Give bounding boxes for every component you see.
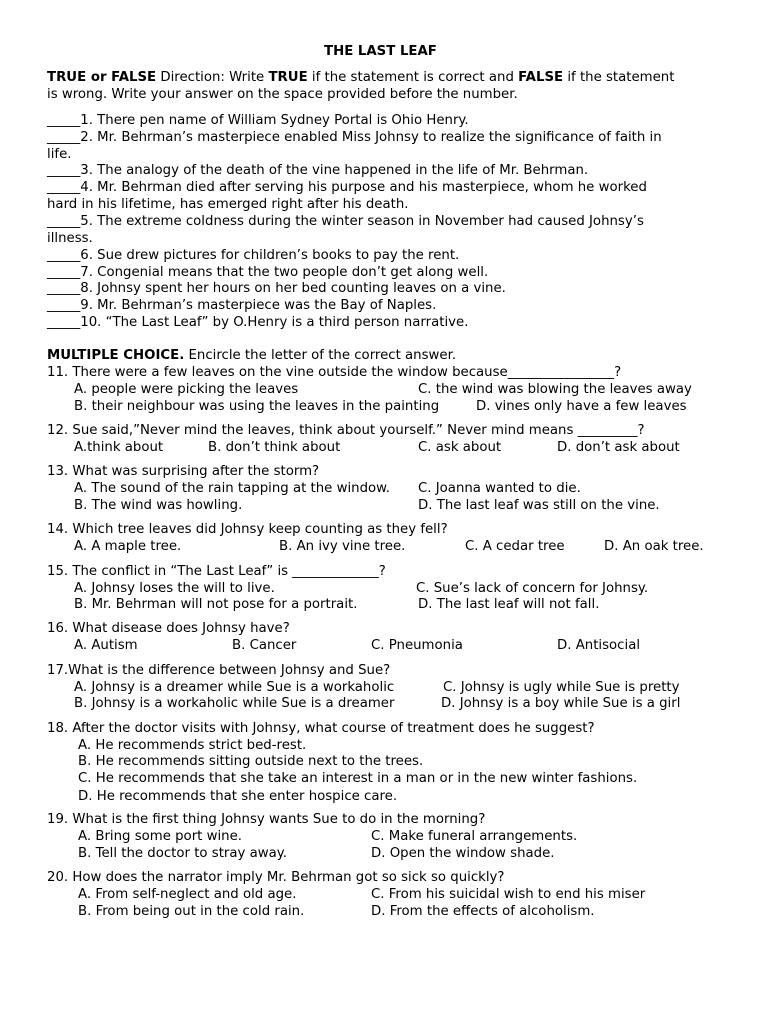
tf-item: _____8. Johnsy spent her hours on her bed counting leaves on a vine. xyxy=(47,281,506,296)
choice-14b[interactable]: B. An ivy vine tree. xyxy=(279,539,406,554)
choice-12c[interactable]: C. ask about xyxy=(418,440,502,455)
choice-13b[interactable]: B. The wind was howling. xyxy=(74,498,243,513)
choice-17a[interactable]: A. Johnsy is a dreamer while Sue is a workaholic xyxy=(74,680,395,695)
choice-15b[interactable]: B. Mr. Behrman will not pose for a portrait. xyxy=(74,597,358,612)
question-12: 12. Sue said,”Never mind the leaves, think about yourself.” Never mind means _________? xyxy=(47,423,645,438)
question-13: 13. What was surprising after the storm? xyxy=(47,464,320,479)
choice-15c[interactable]: C. Sue’s lack of concern for Johnsy. xyxy=(416,581,649,596)
tf-direction-text3: if the statement xyxy=(563,70,675,85)
tf-item-cont: illness. xyxy=(47,231,93,246)
tf-item: _____1. There pen name of William Sydney Portal is Ohio Henry. xyxy=(47,113,469,128)
true-label: TRUE xyxy=(268,70,308,85)
tf-item: _____5. The extreme coldness during the winter season in November had caused Johnsy’s xyxy=(47,214,644,229)
tf-label: TRUE or FALSE xyxy=(47,70,157,85)
choice-16d[interactable]: D. Antisocial xyxy=(557,638,641,653)
choice-20d[interactable]: D. From the effects of alcoholism. xyxy=(371,904,595,919)
tf-direction-text1: Direction: Write xyxy=(156,70,269,85)
choice-20a[interactable]: A. From self-neglect and old age. xyxy=(78,887,297,902)
choice-15d[interactable]: D. The last leaf will not fall. xyxy=(418,597,600,612)
choice-13c[interactable]: C. Joanna wanted to die. xyxy=(418,481,581,496)
choice-17b[interactable]: B. Johnsy is a workaholic while Sue is a dreamer xyxy=(74,696,395,711)
choice-16b[interactable]: B. Cancer xyxy=(232,638,297,653)
tf-direction-line1 xyxy=(47,70,674,86)
tf-item: _____2. Mr. Behrman’s masterpiece enabled Miss Johnsy to realize the significance of faith in xyxy=(47,130,662,145)
tf-direction-text2: if the statement is correct and xyxy=(307,70,519,85)
tf-item: _____3. The analogy of the death of the vine happened in the life of Mr. Behrman. xyxy=(47,163,589,178)
tf-item-cont: life. xyxy=(47,147,72,162)
mc-label: MULTIPLE CHOICE. xyxy=(47,348,185,363)
mc-direction-text: Encircle the letter of the correct answer. xyxy=(184,348,457,363)
tf-item: _____4. Mr. Behrman died after serving his purpose and his masterpiece, whom he worked xyxy=(47,180,647,195)
choice-17c[interactable]: C. Johnsy is ugly while Sue is pretty xyxy=(443,680,680,695)
choice-18c[interactable]: C. He recommends that she take an interest in a man or in the new winter fashions. xyxy=(78,771,638,786)
choice-20b[interactable]: B. From being out in the cold rain. xyxy=(78,904,305,919)
question-16: 16. What disease does Johnsy have? xyxy=(47,621,290,636)
choice-14a[interactable]: A. A maple tree. xyxy=(74,539,182,554)
tf-direction-line2: is wrong. Write your answer on the space provided before the number. xyxy=(47,87,518,102)
choice-16a[interactable]: A. Autism xyxy=(74,638,138,653)
question-11: 11. There were a few leaves on the vine outside the window because________________? xyxy=(47,365,622,380)
question-14: 14. Which tree leaves did Johnsy keep counting as they fell? xyxy=(47,522,448,537)
choice-17d[interactable]: D. Johnsy is a boy while Sue is a girl xyxy=(441,696,681,711)
choice-11a[interactable]: A. people were picking the leaves xyxy=(74,382,299,397)
tf-item: _____10. “The Last Leaf” by O.Henry is a third person narrative. xyxy=(47,315,469,330)
choice-14c[interactable]: C. A cedar tree xyxy=(465,539,565,554)
choice-14d[interactable]: D. An oak tree. xyxy=(604,539,704,554)
choice-18d[interactable]: D. He recommends that she enter hospice care. xyxy=(78,789,398,804)
question-20: 20. How does the narrator imply Mr. Behrman got so sick so quickly? xyxy=(47,870,505,885)
choice-16c[interactable]: C. Pneumonia xyxy=(371,638,463,653)
choice-11c[interactable]: C. the wind was blowing the leaves away xyxy=(418,382,692,397)
choice-11b[interactable]: B. their neighbour was using the leaves in the painting xyxy=(74,399,440,414)
choice-18b[interactable]: B. He recommends sitting outside next to the trees. xyxy=(78,754,424,769)
choice-19a[interactable]: A. Bring some port wine. xyxy=(78,829,243,844)
choice-19d[interactable]: D. Open the window shade. xyxy=(371,846,555,861)
question-18: 18. After the doctor visits with Johnsy, what course of treatment does he suggest? xyxy=(47,721,595,736)
question-17: 17.What is the difference between Johnsy and Sue? xyxy=(47,663,391,678)
choice-12b[interactable]: B. don’t think about xyxy=(208,440,341,455)
question-19: 19. What is the first thing Johnsy wants Sue to do in the morning? xyxy=(47,812,486,827)
tf-item: _____6. Sue drew pictures for children’s books to pay the rent. xyxy=(47,248,460,263)
tf-item: _____7. Congenial means that the two people don’t get along well. xyxy=(47,265,489,280)
choice-15a[interactable]: A. Johnsy loses the will to live. xyxy=(74,581,275,596)
tf-item-cont: hard in his lifetime, has emerged right after his death. xyxy=(47,197,409,212)
choice-12a[interactable]: A.think about xyxy=(74,440,164,455)
choice-18a[interactable]: A. He recommends strict bed-rest. xyxy=(78,738,307,753)
choice-12d[interactable]: D. don’t ask about xyxy=(557,440,680,455)
choice-19b[interactable]: B. Tell the doctor to stray away. xyxy=(78,846,288,861)
question-15: 15. The conflict in “The Last Leaf” is _____________? xyxy=(47,564,386,579)
choice-11d[interactable]: D. vines only have a few leaves xyxy=(476,399,687,414)
choice-20c[interactable]: C. From his suicidal wish to end his miser xyxy=(371,887,646,902)
choice-13a[interactable]: A. The sound of the rain tapping at the window. xyxy=(74,481,391,496)
choice-13d[interactable]: D. The last leaf was still on the vine. xyxy=(418,498,660,513)
false-label: FALSE xyxy=(518,70,564,85)
tf-item: _____9. Mr. Behrman’s masterpiece was the Bay of Naples. xyxy=(47,298,437,313)
mc-direction xyxy=(47,348,456,364)
page-title: THE LAST LEAF xyxy=(324,44,437,59)
choice-19c[interactable]: C. Make funeral arrangements. xyxy=(371,829,578,844)
